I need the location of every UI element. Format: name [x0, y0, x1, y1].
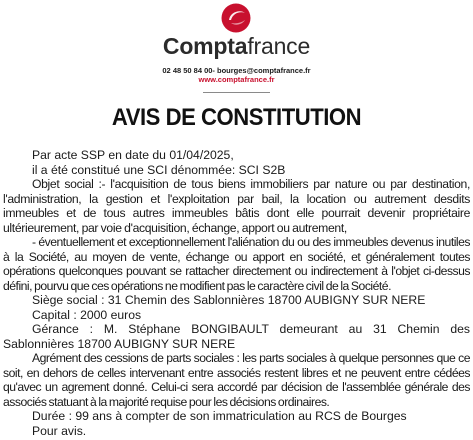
notice-paragraph-object: Objet social :- l'acquisition de tous biens immobiliers par nature ou par destination, l'administration, la gestion et l'exploitation par bail, la location ou autrement desdits immeubles et de tous autres immeubles bâtis dont elle pourrait devenir propriétaire ultérieurement, par voie d'acquisition, échange, apport ou autrement,	[3, 177, 470, 235]
header-divider	[203, 92, 270, 93]
notice-paragraph-closing: Pour avis.	[32, 423, 87, 438]
contact-line: 02 48 50 84 00- bourges@comptafrance.fr	[162, 66, 311, 75]
brand-name	[0, 33, 473, 59]
notice-paragraph-share-transfer: Agrément des cessions de parts sociales : les parts sociales à quelque personnes que ce soit, en dehors de celles intervenant entre associés restent libres et ne peuvent entre cédées qu'avec un agrement donné. Celui-ci sera accordé par décision de l'assemblée générale des associés statuant à la majorité requise pour les décisions ordinaires.	[3, 351, 470, 409]
notice-body	[3, 148, 470, 438]
notice-paragraph-company: il a été constitué une SCI dénommée: SCI S2B	[32, 162, 286, 177]
notice-paragraph-duration: Durée : 99 ans à compter de son immatriculation au RCS de Bourges	[32, 409, 407, 423]
notice-paragraph-capital: Capital : 2000 euros	[32, 307, 142, 322]
notice-paragraph-management: Gérance : M. Stéphane BONGIBAULT demeurant au 31 Chemin des Sablonnières 18700 AUBIGNY SUR NERE	[3, 322, 470, 351]
notice-title: AVIS DE CONSTITUTION	[111, 104, 362, 131]
notice-paragraph-headquarters: Siège social : 31 Chemin des Sablonnières 18700 AUBIGNY SUR NERE	[32, 293, 426, 307]
brand-name-light: france	[247, 33, 311, 59]
notice-paragraph-act: Par acte SSP en date du 01/04/2025,	[32, 148, 234, 162]
notice-paragraph-object-continued: - éventuellement et exceptionnellement l'aliénation du ou des immeubles devenus inutiles à la Société, au moyen de vente, échange ou apport en société, et généralement toutes opérations quelconques pouvant se rattacher directement ou indirectement à l'objet ci-dessus défini, pourvu que ces opérations ne modifient pas le caractère civil de la Société.	[3, 235, 470, 293]
brand-name-bold: Compta	[162, 33, 248, 59]
website-link[interactable]: www.comptafrance.fr	[198, 75, 275, 84]
comptafrance-logo-icon	[221, 3, 251, 33]
